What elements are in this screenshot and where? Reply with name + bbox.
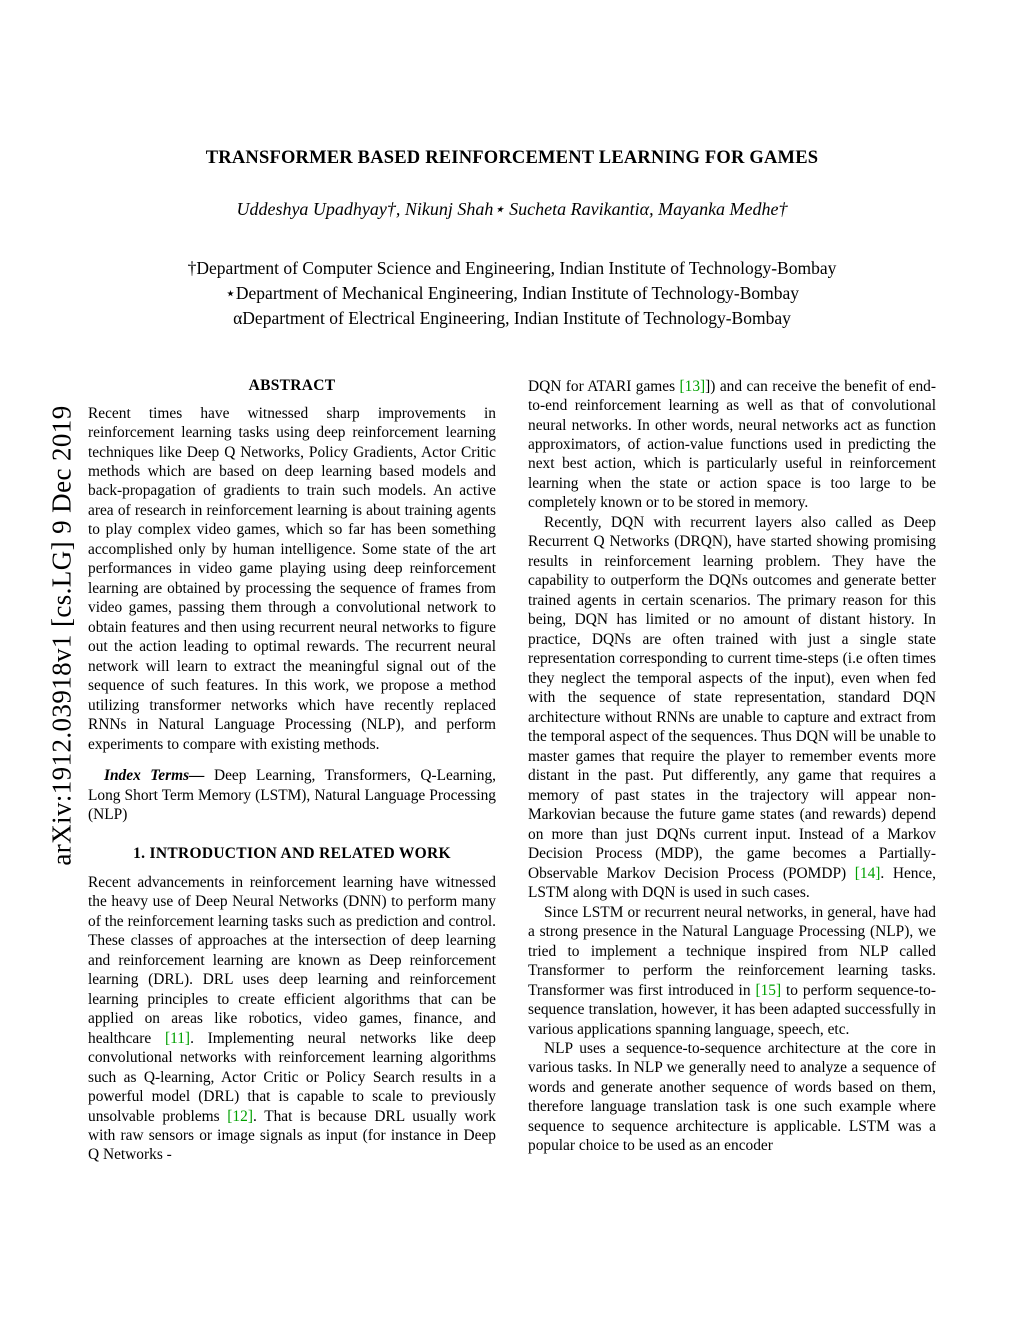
citation-link-13[interactable]: [13] [679,377,706,395]
affiliation-item: ⋆Department of Mechanical Engineering, Indian Institute of Technology-Bombay [224,282,800,303]
citation-link-11[interactable]: [11] [164,1029,191,1047]
right-paragraph-4: NLP uses a sequence-to-sequence architecture at the core in various tasks. In NLP we generally need to analyze a sequence of words and generate another sequence of words based on them, therefore language translation task is one such example where sequence to sequence architecture is applicable. LSTM was a popular choice to be used as an encoder [528,1040,936,1155]
abstract-heading: ABSTRACT [248,376,336,394]
affiliation-item: †Department of Computer Science and Engineering, Indian Institute of Technology-Bombay [187,258,837,278]
affiliation-list [88,256,936,331]
right-paragraph-3 [528,903,936,1039]
author-list: Uddeshya Upadhyay†, Nikunj Shah⋆ Sucheta Ravikantiα, Mayanka Medhe† [236,199,788,219]
intro-text-part-2: . Implementing neural networks like deep convolutional networks with reinforcement learning algorithms such as Q-learning, Actor Critic or Policy Search results in a powerful model (DRL) that is capable to scale to previously unsolvable problems [88,1029,497,1125]
right-paragraph-1 [528,377,936,513]
right-text-part-5: Since LSTM or recurrent neural networks, in general, have had a strong presence in the Natural Language Processing (NLP), we tried to implement a technique inspired from NLP called Transformer to perform the reinforcement learning tasks. Transformer was first introduced in [528,903,936,999]
right-paragraph-2 [528,513,936,903]
citation-link-12[interactable]: [12] [227,1107,253,1125]
left-column [88,377,496,1165]
intro-text-part-3: . That is because DRL usually work with raw sensors or image signals as input (for instance in Deep Q Networks - [88,1107,496,1164]
right-text-part-3: Recently, DQN with recurrent layers also called as Deep Recurrent Q Networks (DRQN), have started showing promising results in reinforcement learning problem. They have the capability to outperform the DQNs outcomes and generate better trained agents in certain scenarios. The primary reason for this being, DQN has limited or no amount of distant history. In practice, DQNs are often trained with just a single state representation corresponding to current time-steps (i.e often times they neglect the temporal aspects of the input), even when fed with the sequence of state representation, standard DQN architecture without RNNs are unable to capture and extract from the temporal aspect of the sequences. Thus DQN will be unable to master games that require the player to remember events more distant in the past. Put differently, any game that requires a memory of past states in the trajectory will appear non-Markovian because the future game states (and rewards) depend on more than just DQNs current input. Instead of a Markov Decision Process (MDP), the game becomes a Partially-Observable Markov Decision Process (POMDP) [528,513,936,882]
citation-link-14[interactable]: [14] [854,864,881,882]
right-text-part-4: . Hence, LSTM along with DQN is used in such cases. [528,864,936,902]
page-title: TRANSFORMER BASED REINFORCEMENT LEARNING FOR GAMES [205,148,819,168]
citation-link-15[interactable]: [15] [755,981,782,999]
arxiv-identifier-stamp: arXiv:1912.03918v1 [cs.LG] 9 Dec 2019 [46,405,77,866]
index-terms-text: Deep Learning, Transformers, Q-Learning, Long Short Term Memory (LSTM), Natural Language Processing (NLP) [88,767,496,824]
right-text-part-6: to perform sequence-to-sequence translation, however, it has been adapted successfully in various applications spanning language, speech, etc. [528,981,936,1038]
right-column [528,377,936,1156]
affiliation-item: αDepartment of Electrical Engineering, Indian Institute of Technology-Bombay [233,307,791,328]
abstract-text: Recent times have witnessed sharp improvements in reinforcement learning tasks using deep reinforcement learning techniques like Deep Q Networks, Policy Gradients, Actor Critic methods which are based on deep learning based models and back-propagation of gradients to train such models. An active area of research in reinforcement learning is about training agents to play complex video games, which so far has been something accomplished only by human intelligence. Some state of the art performances in video game playing using deep reinforcement learning are obtained by processing the sequence of frames from video games, passing them through a convolutional network to obtain features and then using recurrent neural networks to figure out the action leading to optimal rewards. The recurrent neural network will learn to extract the meaningful signal out of the sequence of such features. In this work, we propose a method utilizing transformer networks which have recently replaced RNNs in Natural Language Processing (NLP), and perform experiments to compare with existing methods. [88,404,496,753]
paper-content [88,148,936,1165]
section-heading-introduction: 1. INTRODUCTION AND RELATED WORK [133,844,451,862]
two-column-layout [88,377,936,1165]
index-terms [88,766,496,824]
right-text-part-2: ]) and can receive the benefit of end-to-end reinforcement learning as well as that of convolutional neural networks. In other words, neural networks act as function approximators, of action-value functions used in predicting the next best action, which is particularly useful in reinforcement learning when the state or action space is too large to be completely known or to be stored in memory. [528,377,936,512]
right-text-part-1: DQN for ATARI games [528,377,680,395]
intro-paragraph-1 [88,873,496,1165]
index-terms-label: Index Terms— [104,767,205,785]
intro-text-part-1: Recent advancements in reinforcement learning have witnessed the heavy use of Deep Neural Networks (DNN) to perform many of the reinforcement learning tasks such as prediction and control. These classes of approaches at the intersection of deep learning and reinforcement learning are known as Deep reinforcement learning (DRL). DRL uses deep learning and reinforcement learning principles to create efficient algorithms that can be applied on areas like robotics, video games, finance, and healthcare [88,873,496,1047]
